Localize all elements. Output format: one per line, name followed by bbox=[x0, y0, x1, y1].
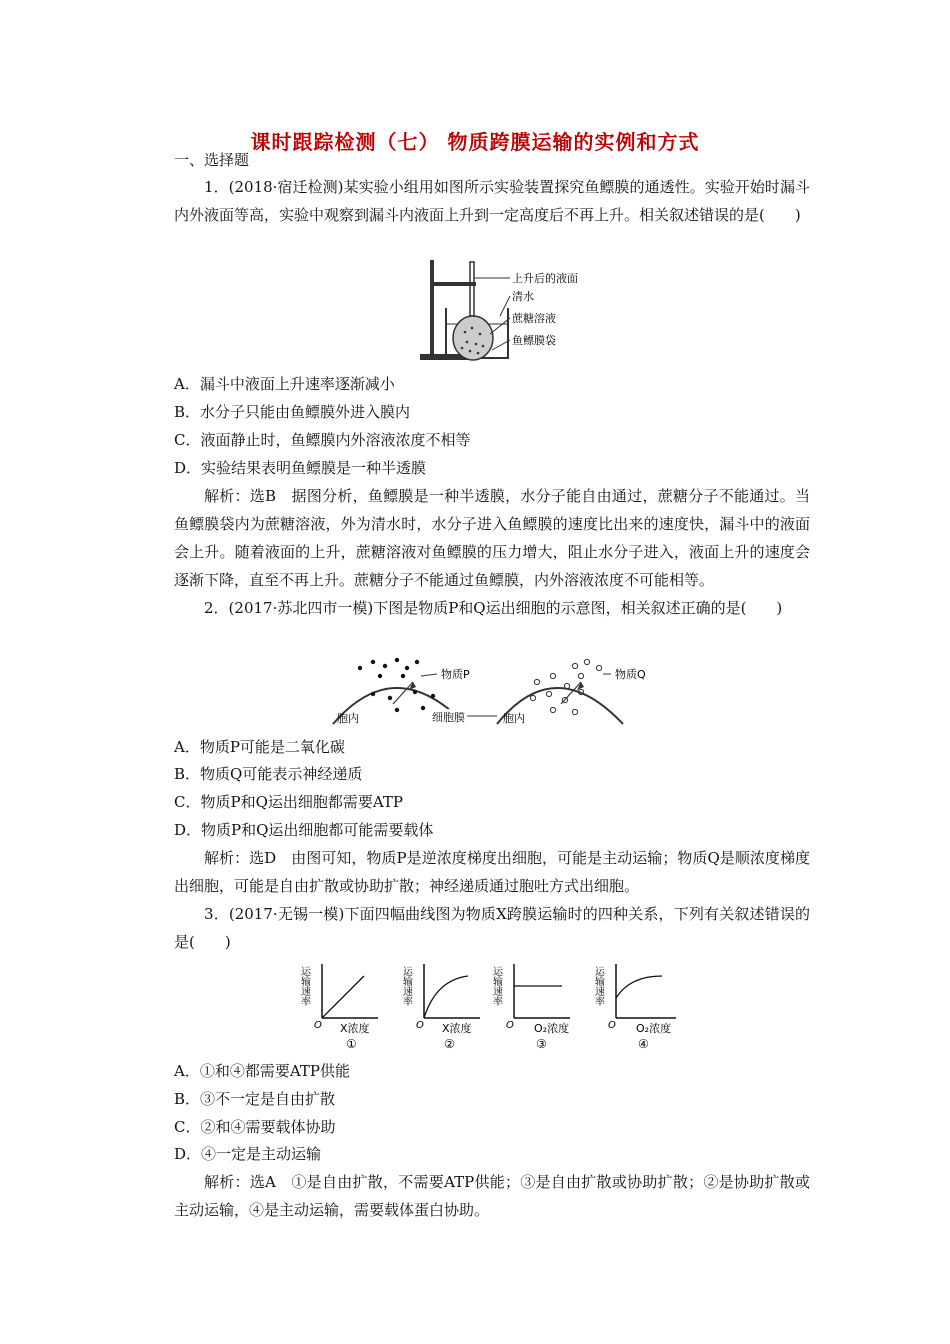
q3-option-d: D．④一定是主动运输 bbox=[174, 1145, 322, 1163]
q2-figure bbox=[325, 652, 655, 728]
q3-g3-origin: O bbox=[506, 1020, 514, 1031]
q2-option-b: B．物质Q可能表示神经递质 bbox=[174, 765, 363, 783]
q3-g3-num: ③ bbox=[536, 1037, 547, 1051]
q2-label-inside-right: 胞内 bbox=[503, 712, 525, 725]
q3-g2-xlabel: X浓度 bbox=[442, 1022, 472, 1035]
q1-option-a: A．漏斗中液面上升速率逐渐减小 bbox=[174, 375, 395, 393]
q1-label-bag: 鱼鳔膜袋 bbox=[512, 334, 556, 347]
q2-option-c: C．物质P和Q运出细胞都需要ATP bbox=[174, 793, 403, 811]
q1-label-liquid-level: 上升后的液面 bbox=[512, 272, 578, 285]
q3-g1-ylabel: 运输速率 bbox=[298, 966, 310, 1006]
q3-g4-num: ④ bbox=[638, 1037, 649, 1051]
q1-option-d: D．实验结果表明鱼鳔膜是一种半透膜 bbox=[174, 459, 427, 477]
q3-option-b: B．③不一定是自由扩散 bbox=[174, 1090, 336, 1108]
q2-label-q: 物质Q bbox=[615, 668, 646, 681]
q3-graph-1 bbox=[299, 964, 379, 1051]
q3-g3-xlabel: O₂浓度 bbox=[534, 1022, 570, 1035]
q3-g2-num: ② bbox=[444, 1037, 455, 1051]
q2-option-a: A．物质P可能是二氧化碳 bbox=[174, 738, 345, 756]
q3-graph-3 bbox=[491, 964, 571, 1051]
q3-g4-ylabel: 运输速率 bbox=[592, 966, 604, 1006]
q2-label-membrane: 细胞膜 bbox=[432, 711, 465, 724]
q3-graphs bbox=[300, 958, 700, 1054]
q1-option-b: B．水分子只能由鱼鳔膜外进入膜内 bbox=[174, 403, 411, 421]
q3-g2-ylabel: 运输速率 bbox=[400, 966, 412, 1006]
q2-analysis: 解析：选D 由图可知，物质P是逆浓度梯度出细胞，可能是主动运输；物质Q是顺浓度梯度出细胞，可能是自由扩散或协助扩散；神经递质通过胞吐方式出细胞。 bbox=[174, 849, 810, 895]
q3-g2-origin: O bbox=[416, 1020, 424, 1031]
q3-g1-xlabel: X浓度 bbox=[340, 1022, 370, 1035]
q1-label-sucrose: 蔗糖溶液 bbox=[512, 312, 556, 325]
q3-option-a: A．①和④都需要ATP供能 bbox=[174, 1062, 350, 1080]
q3-g4-origin: O bbox=[608, 1020, 616, 1031]
q2-option-d: D．物质P和Q运出细胞都可能需要载体 bbox=[174, 821, 434, 839]
q3-stem: 3．(2017·无锡一模)下面四幅曲线图为物质X跨膜运输时的四种关系，下列有关叙述错误的是( ) bbox=[174, 905, 810, 951]
q3-graph-4 bbox=[593, 964, 677, 1051]
q3-analysis: 解析：选A ①是自由扩散，不需要ATP供能；③是自由扩散或协助扩散；②是协助扩散或主动运输，④是主动运输，需要载体蛋白协助。 bbox=[174, 1173, 810, 1219]
q1-figure bbox=[410, 258, 590, 366]
q1-stem: 1．(2018·宿迁检测)某实验小组用如图所示实验装置探究鱼鳔膜的通透性。实验开始时漏斗内外液面等高，实验中观察到漏斗内液面上升到一定高度后不再上升。相关叙述错误的是( ) bbox=[174, 178, 810, 224]
q3-g1-num: ① bbox=[346, 1037, 357, 1051]
q2-label-p: 物质P bbox=[441, 668, 470, 681]
q1-analysis: 解析：选B 据图分析，鱼鳔膜是一种半透膜，水分子能自由通过，蔗糖分子不能通过。当鱼鳔膜袋内为蔗糖溶液，外为清水时，水分子进入鱼鳔膜的速度比出来的速度快，漏斗中的液面会上升。随着液面的上升，蔗糖溶液对鱼鳔膜的压力增大，阻止水分子进入，液面上升的速度会逐渐下降，直至不再上升。蔗糖分子不能通过鱼鳔膜，内外溶液浓度不可能相等。 bbox=[174, 487, 810, 589]
section-heading: 一、选择题 bbox=[174, 151, 250, 169]
q3-g4-xlabel: O₂浓度 bbox=[636, 1022, 672, 1035]
q2-stem: 2．(2017·苏北四市一模)下图是物质P和Q运出细胞的示意图，相关叙述正确的是( ) bbox=[204, 599, 783, 617]
q3-g1-origin: O bbox=[314, 1020, 322, 1031]
q3-g3-ylabel: 运输速率 bbox=[490, 966, 502, 1006]
q3-option-c: C．②和④需要载体协助 bbox=[174, 1118, 336, 1136]
q2-label-inside-left: 胞内 bbox=[337, 712, 359, 725]
page-title: 课时跟踪检测（七） 物质跨膜运输的实例和方式 bbox=[250, 130, 700, 154]
q1-label-water: 清水 bbox=[512, 290, 534, 303]
q3-graph-2 bbox=[401, 964, 481, 1051]
q1-option-c: C．液面静止时，鱼鳔膜内外溶液浓度不相等 bbox=[174, 431, 471, 449]
